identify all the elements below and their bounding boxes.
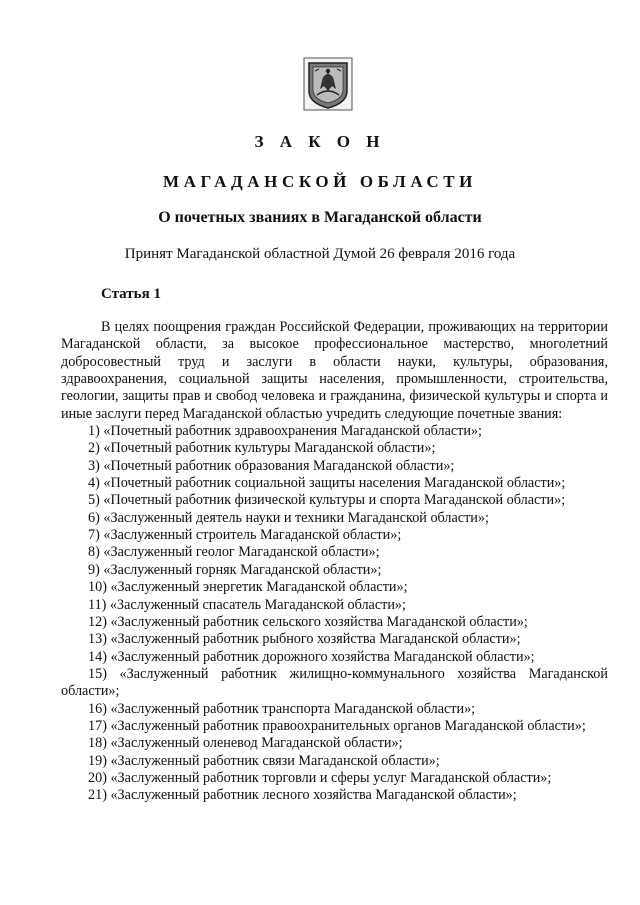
article-body — [61, 319, 608, 805]
region-title: МАГАДАНСКОЙ ОБЛАСТИ — [162, 172, 477, 191]
article-heading: Статья 1 — [101, 286, 161, 302]
list-item: 18) «Заслуженный оленевод Магаданской области»; — [88, 735, 403, 752]
adoption-line: Принят Магаданской областной Думой 26 февраля 2016 года — [124, 246, 516, 262]
honorary-titles-list — [61, 423, 608, 805]
list-item: 10) «Заслуженный энергетик Магаданской области»; — [88, 579, 408, 596]
document-type-title: З А К О Н — [254, 132, 386, 151]
list-item: 9) «Заслуженный горняк Магаданской области»; — [88, 561, 382, 578]
list-item: 21) «Заслуженный работник лесного хозяйства Магаданской области»; — [88, 787, 517, 804]
list-item: 3) «Почетный работник образования Магаданской области»; — [88, 457, 455, 474]
list-item: 16) «Заслуженный работник транспорта Магаданской области»; — [88, 700, 476, 717]
list-item: 14) «Заслуженный работник дорожного хозяйства Магаданской области»; — [88, 648, 535, 665]
list-item: 4) «Почетный работник социальной защиты населения Магаданской области»; — [88, 475, 566, 492]
list-item: 19) «Заслуженный работник связи Магаданской области»; — [88, 752, 440, 769]
list-item: 2) «Почетный работник культуры Магаданской области»; — [88, 440, 436, 457]
list-item: 8) «Заслуженный геолог Магаданской области»; — [88, 544, 380, 561]
list-item: 6) «Заслуженный деятель науки и техники Магаданской области»; — [88, 509, 489, 526]
list-item: 20) «Заслуженный работник торговли и сферы услуг Магаданской области»; — [88, 769, 552, 786]
coat-of-arms-icon — [303, 57, 353, 111]
list-item: 7) «Заслуженный строитель Магаданской области»; — [88, 527, 402, 544]
article-intro-paragraph: В целях поощрения граждан Российской Федерации, проживающих на территории Магаданской области, за высокое профессиональное мастерство, многолетний добросовестный труд и заслуги в области науки, культуры, образования, здравоохранения, социальной защиты населения, промышленности, строительства, геологии, защиты прав и свобод человека и гражданина, физической культуры и спорта и иные заслуги перед Магаданской областью учредить следующие почетные звания: — [61, 319, 608, 422]
law-subject-title: О почетных званиях в Магаданской области — [158, 209, 482, 226]
list-item: 1) «Почетный работник здравоохранения Магаданской области»; — [88, 423, 482, 440]
list-item: 15) «Заслуженный работник жилищно-коммунального хозяйства Магаданской области»; — [61, 665, 608, 700]
list-item: 13) «Заслуженный работник рыбного хозяйства Магаданской области»; — [88, 631, 521, 648]
list-item: 12) «Заслуженный работник сельского хозяйства Магаданской области»; — [88, 613, 528, 630]
coat-of-arms-graphic — [303, 57, 353, 111]
list-item: 11) «Заслуженный спасатель Магаданской области»; — [88, 596, 406, 613]
list-item: 5) «Почетный работник физической культуры и спорта Магаданской области»; — [88, 492, 566, 509]
list-item: 17) «Заслуженный работник правоохранительных органов Магаданской области»; — [88, 717, 586, 734]
